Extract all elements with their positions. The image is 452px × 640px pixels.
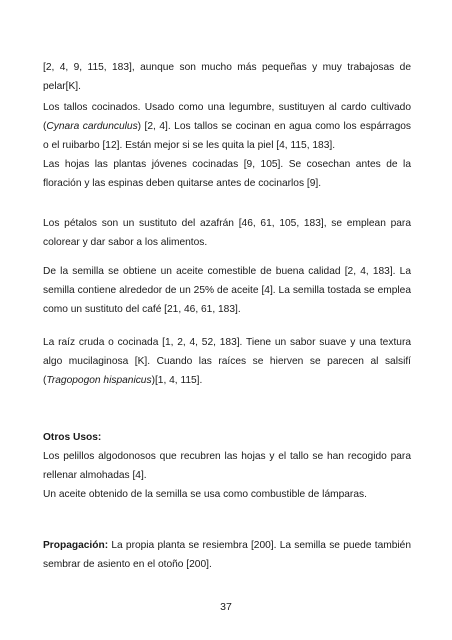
text: De la semilla se obtiene un aceite comestible de buena calidad [2, 4, 183]. La semilla contiene alrededor de un 25% de aceite [4]. La semilla tostada se emplea como un sustituto del café [21, 46, 61, 183].: [43, 266, 411, 315]
text: ) [2, 4]. Los tallos se cocinan en agua como los espárragos o el ruibarbo [12]. Están mejor si se les quita la piel [4, 115, 183].: [43, 121, 411, 151]
scientific-name: Tragopogon hispanicus: [46, 375, 152, 386]
paragraph-stems: [43, 98, 411, 155]
section-heading: Propagación:: [43, 540, 109, 551]
paragraph-lamp-oil: Un aceite obtenido de la semilla se usa como combustible de lámparas.: [43, 489, 367, 500]
scientific-name: Cynara cardunculus: [46, 121, 138, 132]
text: )[1, 4, 115].: [151, 375, 203, 386]
paragraph-seed-oil: [43, 262, 411, 319]
text: La propia planta se resiembra [200]. La semilla se puede también sembrar de asiento en el otoño [200].: [43, 540, 411, 570]
paragraph-seeds-continued: [43, 58, 411, 96]
text: Los tallos cocinados. Usado como una legumbre, sustituyen al cardo cultivado (: [43, 102, 411, 132]
section-propagacion: [43, 536, 411, 574]
text: La raíz cruda o cocinada [1, 2, 4, 52, 183]. Tiene un sabor suave y una textura algo mucilaginosa [K]. Cuando las raíces se hierven se parecen al salsifí (: [43, 337, 411, 386]
text: Los pétalos son un sustituto del azafrán [46, 61, 105, 183], se emplean para colorear y dar sabor a los alimentos.: [43, 218, 411, 248]
paragraph-root: [43, 333, 411, 390]
paragraph-stems-leaves: [43, 98, 411, 193]
paragraph-leaves: [43, 155, 411, 193]
text: [2, 4, 9, 115, 183], aunque son mucho más pequeñas y muy trabajosas de pelar[K].: [43, 62, 411, 92]
page-number: 37: [220, 601, 232, 613]
paragraph-cotton-hairs: Los pelillos algodonosos que recubren las hojas y el tallo se han recogido para rellenar almohadas [4].: [43, 451, 411, 481]
paragraph-petals: [43, 214, 411, 252]
text: Las hojas las plantas jóvenes cocinadas [9, 105]. Se cosechan antes de la floración y las espinas deben quitarse antes de cocinarlos [9].: [43, 159, 411, 189]
section-otros-usos: [43, 428, 411, 504]
section-heading: Otros Usos:: [43, 432, 102, 443]
